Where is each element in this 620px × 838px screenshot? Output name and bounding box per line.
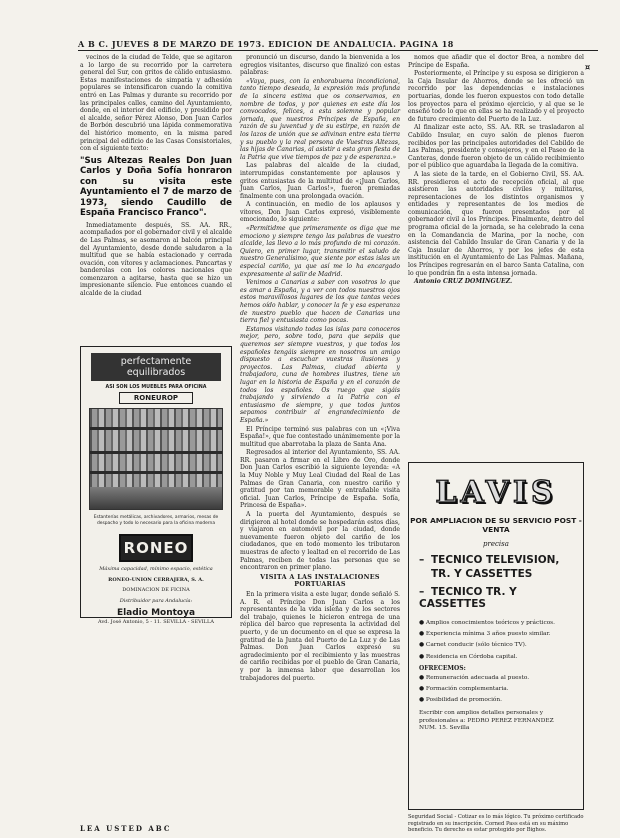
col2-paragraph-6: Venimos a Canarias a saber con vosotros lo que es amar a España, y a ver con todos nuestros ojos estos maravillosos lugares de los que tantas veces hemos oído hablar, y conocer la fe y esa esperanza de nuestro pueblo que hacen de Canarias una tierra fiel y entusiasta como pocas. bbox=[240, 279, 400, 325]
bottom-slogan: LEA USTED ABC bbox=[80, 824, 172, 833]
ad1-address: Avd. José Antonio, 5 - 11. SEVILLA - SEVILLA bbox=[98, 619, 214, 625]
column-1 bbox=[80, 54, 232, 299]
ad2-offers bbox=[419, 675, 573, 705]
col3-paragraph-1: nomos que añadir que el doctor Brea, a nombre del Príncipe de España. bbox=[408, 54, 584, 69]
offer-item: ● Remuneración adecuada al puesto. bbox=[419, 674, 530, 681]
photo-floor bbox=[90, 487, 222, 509]
requirement-item: ● Amplios conocimientos teóricos y prácticos. bbox=[419, 620, 555, 626]
offer-item: ● Formación complementaria. bbox=[419, 686, 509, 693]
offer-text: Posibilidad de promoción. bbox=[425, 697, 502, 704]
col1-paragraph-1: vecinos de la ciudad de Telde, que se agitaron a lo largo de su recorrido por la carretera general del Sur, con gritos de cálido entusiasmo. Estas manifestaciones de simpatía y adhesión populares se intensificaron cuando la comitiva entró en Las Palmas y durante su recorrido por las principales calles, camino del Ayuntamiento, donde, en el interior del edificio, y presidido por el alcalde, señor Pérez Alonso, Don Juan Carlos de Borbón descubrió una lápida conmemorativa del histórico momento, en la misma pared principal del edificio de las Casas Consistoriales, con el siguiente texto: bbox=[80, 54, 232, 153]
page-header: A B C. JUEVES 8 DE MARZO DE 1973. EDICION DE ANDALUCIA. PAGINA 18 bbox=[78, 38, 598, 51]
ad2-footer: Escribir con amplios detalles personales y profesionales a: PEDRO PEREZ FERNANDEZ NUM. 15. Sevilla bbox=[419, 710, 554, 731]
ad1-brand: RONEUROP bbox=[119, 392, 193, 404]
lavis-logo: LAVIS bbox=[435, 475, 557, 510]
col2-paragraph-1: pronunció un discurso, dando la bienvenida a los egregios visitantes, discurso que finalizó con estas palabras: bbox=[240, 54, 400, 77]
col3-paragraph-4: A las siete de la tarde, en el Gobierno Civil, SS. AA. RR. presidieron el acto de recepción oficial, al que asistieron las autoridades civiles y militares, representaciones de los distintos organismos y entidades y representantes de los medios de comunicación, que fueron presentados por el gobernador civil a los Príncipes. Finalmente, dentro del programa oficial de la jornada, se ha celebrado la cena en la Comandancia de Marina, por la noche, con asistencia del Cabildo Insular de Gran Canaria y de la Caja Insular de Ahorros, y por los jefes de esta institución en el Ayuntamiento de Las Palmas. Mañana, los Príncipes regresarán en el barco Santa Catalina, con lo que pondrán fin a esta intensa jornada. bbox=[408, 170, 584, 277]
col2-paragraph-7: Estamos visitando todas las islas para conoceros mejor, pero, sobre todo, para que sepáis que queremos ser siempre vuestros, y que todos los españoles tengáis siempre en nosotros un amigo dispuesto a escuchar vuestras ilusiones y proyectos. Las Palmas, ciudad abierta y trabajadora, cuna de hombres ilustres, tiene un lugar en la historia de España y en el corazón de todos los españoles. Os ruego que sigáis trabajando y sirviendo a la Patria con el entusiasmo de siempre, y que todos juntos sepamos contribuir al engrandecimiento de España.» bbox=[240, 325, 400, 424]
col2-paragraph-10: A la puerta del Ayuntamiento, después se dirigieron al hotel donde se hospedarán estos días, y viajaron en automóvil por la ciudad, donde nuevamente fueron objeto del cariño de los ciudadanos, que en todo momento les tributaron muestras de afecto y lealtad en el recorrido de Las Palmas, reciben de todas las personas que se encontraron en primer plano. bbox=[240, 511, 400, 572]
ad1-dealer: Eladio Montoya bbox=[116, 608, 196, 618]
col2-paragraph-2: «Vaya, pues, con la enhorabuena incondicional, tanto tiempo deseada, la expresión más profunda de la sincera estima que os conservamos, en nombre de todos, y por quienes en este día los convocados, felices, a esta solemne y popular jornada, que nuestros Príncipes de España, en razón de su juventud y de su estirpe, en razón de los lazos de unión que se adivinan entre esta tierra y su pueblo y la real persona de Vuestras Altezas, las hijas de Canarias, al asistir a esta gran fiesta de la Patria que vive tiempos de paz y de esperanza.» bbox=[240, 77, 400, 161]
ad2-requirements bbox=[419, 620, 573, 661]
column-3 bbox=[408, 54, 584, 287]
ad2-precisa: precisa bbox=[483, 540, 509, 548]
col2-paragraph-9: Regresados al interior del Ayuntamiento, SS. AA. RR. pasaron a firmar en el Libro de Oro, donde Don Juan Carlos escribió la siguiente leyenda: «A la Muy Noble y Muy Leal Ciudad del Real de Las Palmas de Gran Canaria, con nuestro cariño y gratitud por tan memorable y entrañable visita oficial. Juan Carlos, Príncipe de España. Sofía, Princesa de España». bbox=[240, 449, 400, 510]
requirement-text: Residencia en Córdoba capital. bbox=[425, 653, 518, 660]
offer-item: ● Posibilidad de promoción. bbox=[419, 697, 502, 704]
ad1-tagline: Máxima capacidad, mínimo espacio, estética bbox=[99, 566, 213, 572]
col2-paragraph-4: A continuación, en medio de los aplausos y vítores, Don Juan Carlos expresó, visiblemente emocionado, lo siguiente: bbox=[240, 201, 400, 224]
byline-signature: Antonio CRUZ DOMINGUEZ. bbox=[414, 278, 513, 286]
ad2-job-2: – TECNICO TR. Y CASSETTES bbox=[419, 586, 517, 610]
col2-paragraph-5: «Permitidme que primeramente os diga que me emociono y siempre tengo las palabras de vuestro alcalde, las llevo a lo más profundo de mi corazón. Quiero, en primer lugar, transmitir el saludo de nuestro Generalísimo, que siente por estas islas un especial cariño, ya que así me lo ha encargado expresamente al salir de Madrid. bbox=[240, 225, 400, 278]
ad2-job-1: – TECNICO TELEVISION, bbox=[419, 554, 560, 566]
col1-paragraph-2: Inmediatamente después, SS. AA. RR., acompañados por el gobernador civil y el alcalde de Las Palmas, se asomaron al balcón principal del Ayuntamiento, desde donde saludaron a la multitud que se había estacionado y cerrada ovación, con vítores y aclamaciones. Pancartas y banderolas con los colores nacionales que comenzaron a agitarse, hasta que se hizo un impresionante silencio. Fue entonces cuando el alcalde de la ciudad bbox=[80, 221, 232, 298]
ad2-job-2-text: TECNICO TR. Y CASSETTES bbox=[419, 586, 517, 610]
photo-shelf bbox=[90, 471, 222, 474]
offer-text: Formación complementaria. bbox=[425, 686, 509, 693]
col2-paragraph-8: El Príncipe terminó sus palabras con un «¡Viva España!», que fue contestado unánimemente por la multitud que abarrotaba la plaza de Santa Ana. bbox=[240, 425, 400, 448]
offer-text: Remuneración adecuada al puesto. bbox=[425, 674, 530, 681]
ad1-distributor-label: Distribuidor para Andalucía: bbox=[119, 597, 193, 604]
requirement-text: Amplios conocimientos teóricos y prácticos. bbox=[425, 620, 555, 626]
ad1-company: RONEO-UNION CERRAJERA, S. A. bbox=[108, 576, 204, 583]
col2-paragraph-11: En la primera visita a este lugar, donde señaló S. A. R. el Príncipe Don Juan Carlos a los representantes de la vida isleña y de los sectores del trabajo, quienes le hicieron entrega de una réplica del barco que representa la actividad del puerto, y de un documento en el que se expresa la gratitud de la Junta del Puerto de La Luz y de Las Palmas. Don Juan Carlos expresó su agradecimiento por el recibimiento y las muestras de cariño recibidas por el pueblo de Gran Canaria, y por la inmensa labor que desarrollan los trabajadores del puerto. bbox=[240, 590, 400, 682]
section-subhead: VISITA A LAS INSTALACIONES PORTUARIAS bbox=[260, 572, 380, 589]
ad1-subheadline: ASI SON LOS MUEBLES PARA OFICINA bbox=[105, 385, 207, 390]
col3-paragraph-3: Al finalizar este acto, SS. AA. RR. se trasladaron al Cabildo Insular, en cuyo salón de plenos fueron recibidos por las principales autoridades del Cabildo de Las Palmas, presidente y consejeros, y en el Paseo de la Canteras, donde fueron objeto de un cálido recibimiento por el público que aguardaba la llegada de la comitiva. bbox=[408, 124, 584, 170]
ad2-job-1-text: TECNICO TELEVISION, bbox=[431, 554, 560, 566]
photo-shelf bbox=[90, 451, 222, 454]
office-furniture-photo bbox=[89, 408, 223, 510]
plaque-quote: "Sus Altezas Reales Don Juan Carlos y Doña Sofía honraron con su visita este Ayuntamiento el 7 de marzo de 1973, siendo Caudillo de España Francisco Franco". bbox=[80, 155, 232, 219]
requirement-item: ● Experiencia mínima 3 años puesto similar. bbox=[419, 631, 551, 638]
margin-marker: ¤ bbox=[585, 62, 591, 72]
ad1-division: DOMINACION DE FICINA bbox=[122, 587, 190, 593]
column-2 bbox=[240, 54, 400, 683]
requirement-text: Experiencia mínima 3 años puesto similar. bbox=[425, 631, 551, 638]
ad1-description: Estanterías metálicas, archivadores, armarios, mesas de despacho y todo lo necesario para la oficina moderna bbox=[93, 515, 219, 526]
lavis-advertisement bbox=[408, 462, 584, 810]
requirement-item: ● Carnet conducir (sólo técnico TV). bbox=[419, 642, 527, 649]
ad2-offer-title: OFRECEMOS: bbox=[419, 664, 466, 672]
ad2-job-1b: TR. Y CASSETTES bbox=[431, 568, 533, 580]
ad1-headline: perfectamente equilibrados bbox=[91, 353, 221, 381]
requirement-item: ● Residencia en Córdoba capital. bbox=[419, 653, 518, 660]
requirement-text: Carnet conducir (sólo técnico TV). bbox=[425, 642, 527, 649]
ad2-title: POR AMPLIACION DE SU SERVICIO POST - VENTA bbox=[410, 516, 582, 534]
col3-paragraph-2: Posteriormente, el Príncipe y su esposa se dirigieron a la Caja Insular de Ahorros, donde se les ofreció un recorrido por las dependencias e instalaciones portuarias, donde les fueron expuestos con todo detalle los proyectos para el próximo ejercicio, y al que se le enseñó todo lo que en ellas se ha realizado y el proyecto de futuro crecimiento del Puerto de la Luz. bbox=[408, 70, 584, 123]
col2-paragraph-3: Las palabras del alcalde de la ciudad, interrumpidas constantemente por aplausos y gritos entusiastas de la multitud de «¡Juan Carlos, Juan Carlos, Juan Carlos!», fueron premiadas finalmente con una prolongada ovación. bbox=[240, 162, 400, 200]
roneo-advertisement bbox=[80, 346, 232, 625]
footnote: Seguridad Social - Cotizar es lo más lógico. Tu próximo certificado registrado en su inscripción. Corned Pass está en su máximo beneficio. Tu derecho es estar protegido por Bighos. bbox=[408, 814, 584, 833]
photo-shelf bbox=[90, 427, 222, 430]
roneo-logo: RONEO bbox=[119, 534, 193, 562]
